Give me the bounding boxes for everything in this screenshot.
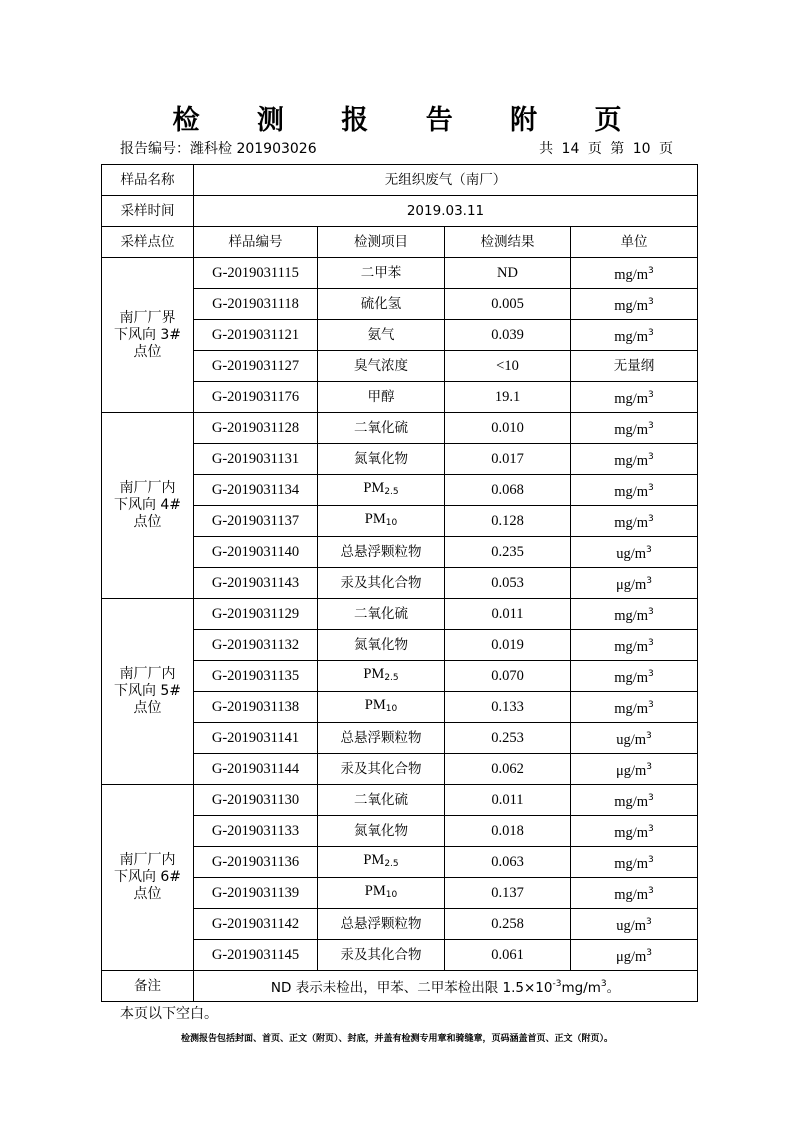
test-result: 0.253 <box>445 723 571 754</box>
sample-id: G-2019031115 <box>194 258 318 289</box>
test-item-subscript: 10 <box>385 517 398 528</box>
sampling-location-line: 下风向 4# <box>113 497 182 513</box>
remark-unit: mg/m <box>561 979 601 996</box>
result-unit-exponent: 3 <box>648 637 654 648</box>
test-item <box>318 909 445 940</box>
test-item <box>318 413 445 444</box>
test-item-name: 氮氧化物 <box>354 822 408 839</box>
test-result: 0.018 <box>445 816 571 847</box>
sampling-location-line: 南厂厂界 <box>119 309 176 326</box>
sampling-location-line: 下风向 5# <box>113 683 182 699</box>
test-item-name: 二氧化硫 <box>354 605 408 622</box>
result-unit-exponent: 3 <box>646 544 652 555</box>
result-unit <box>571 351 698 382</box>
test-result: ND <box>445 258 571 289</box>
result-unit-exponent: 3 <box>648 792 654 803</box>
result-unit-exponent: 3 <box>648 513 654 524</box>
result-unit-exponent: 3 <box>646 730 652 741</box>
test-result: 19.1 <box>445 382 571 413</box>
result-unit-text: ug/m <box>616 731 647 748</box>
sampling-location-line: 下风向 6# <box>113 869 182 885</box>
result-unit <box>571 878 698 909</box>
test-item-name: PM <box>363 665 385 682</box>
result-unit <box>571 444 698 475</box>
test-item-subscript: 2.5 <box>384 672 399 683</box>
result-unit-exponent: 3 <box>648 854 654 865</box>
result-unit-text: mg/m <box>614 297 649 314</box>
sample-id: G-2019031129 <box>194 599 318 630</box>
result-unit-text: mg/m <box>614 452 649 469</box>
sample-id: G-2019031144 <box>194 754 318 785</box>
sampling-location-line: 南厂厂内 <box>119 666 176 682</box>
sampling-time-value: 2019.03.11 <box>194 196 698 227</box>
test-item <box>318 785 445 816</box>
test-item-name: 汞及其化合物 <box>340 946 422 963</box>
test-result: 0.053 <box>445 568 571 599</box>
test-item-name: 总悬浮颗粒物 <box>340 729 422 746</box>
sample-id: G-2019031118 <box>194 289 318 320</box>
test-result: 0.137 <box>445 878 571 909</box>
test-item <box>318 878 445 909</box>
sampling-location <box>102 785 194 971</box>
result-unit-text: μg/m <box>615 576 647 593</box>
result-unit-text: mg/m <box>614 328 649 345</box>
result-unit-exponent: 3 <box>648 885 654 896</box>
sampling-location <box>102 413 194 599</box>
table-row <box>102 258 698 289</box>
result-unit-text: mg/m <box>614 483 649 500</box>
sample-id: G-2019031145 <box>194 940 318 971</box>
result-unit <box>571 568 698 599</box>
result-unit-exponent: 3 <box>648 296 654 307</box>
sample-name-value: 无组织废气（南厂） <box>194 165 698 196</box>
result-unit-text: mg/m <box>614 390 649 407</box>
result-unit-text: mg/m <box>614 824 649 841</box>
result-unit <box>571 506 698 537</box>
test-item-name: PM <box>363 479 385 496</box>
blank-note: 本页以下空白。 <box>120 1006 218 1022</box>
test-item <box>318 289 445 320</box>
result-unit-text: mg/m <box>614 514 649 531</box>
test-item <box>318 475 445 506</box>
result-unit-text: mg/m <box>614 793 649 810</box>
result-unit <box>571 537 698 568</box>
sample-name-row <box>102 165 698 196</box>
result-unit-text: μg/m <box>615 762 647 779</box>
result-unit <box>571 382 698 413</box>
result-unit-text: mg/m <box>614 638 649 655</box>
sampling-location-line: 点位 <box>133 343 162 360</box>
sample-id: G-2019031135 <box>194 661 318 692</box>
test-result: 0.061 <box>445 940 571 971</box>
test-item <box>318 847 445 878</box>
result-unit <box>571 847 698 878</box>
test-result: 0.068 <box>445 475 571 506</box>
test-item-name: PM <box>364 882 386 899</box>
test-result: 0.011 <box>445 785 571 816</box>
result-unit <box>571 816 698 847</box>
test-result: 0.133 <box>445 692 571 723</box>
result-unit <box>571 258 698 289</box>
sampling-time-label: 采样时间 <box>102 196 194 227</box>
col-header-sample-id: 样品编号 <box>194 227 318 258</box>
table-row <box>102 413 698 444</box>
result-unit-exponent: 3 <box>648 606 654 617</box>
sample-name-label: 样品名称 <box>102 165 194 196</box>
test-item <box>318 940 445 971</box>
test-item <box>318 351 445 382</box>
result-unit-exponent: 3 <box>646 916 652 927</box>
result-unit <box>571 723 698 754</box>
result-unit <box>571 754 698 785</box>
sample-id: G-2019031143 <box>194 568 318 599</box>
col-header-unit: 单位 <box>571 227 698 258</box>
sampling-location-line: 点位 <box>133 514 162 530</box>
sampling-location-line: 点位 <box>133 886 162 902</box>
test-item-subscript: 10 <box>385 889 398 900</box>
test-result: 0.128 <box>445 506 571 537</box>
result-unit-exponent: 3 <box>646 575 653 586</box>
test-item <box>318 723 445 754</box>
result-unit <box>571 413 698 444</box>
test-result: 0.062 <box>445 754 571 785</box>
sampling-location-line: 点位 <box>133 700 162 716</box>
sampling-location <box>102 599 194 785</box>
test-result: 0.010 <box>445 413 571 444</box>
remark-text-main: ND 表示未检出，甲苯、二甲苯检出限 1.5×10 <box>270 979 553 996</box>
result-unit-text: mg/m <box>614 669 649 686</box>
sample-id: G-2019031131 <box>194 444 318 475</box>
sample-id: G-2019031141 <box>194 723 318 754</box>
result-unit-exponent: 3 <box>648 699 654 710</box>
sampling-time-row <box>102 196 698 227</box>
test-item-name: 氨气 <box>367 326 395 343</box>
sample-id: G-2019031137 <box>194 506 318 537</box>
result-unit-exponent: 3 <box>646 947 653 958</box>
test-item-name: 总悬浮颗粒物 <box>340 543 422 560</box>
result-unit-text: 无量纲 <box>613 357 655 374</box>
test-item <box>318 382 445 413</box>
sampling-location-line: 下风向 3# <box>113 326 182 343</box>
test-item-name: 汞及其化合物 <box>340 760 422 777</box>
test-result: 0.258 <box>445 909 571 940</box>
result-unit <box>571 630 698 661</box>
test-item <box>318 320 445 351</box>
result-unit-text: mg/m <box>614 700 649 717</box>
test-item-subscript: 2.5 <box>384 858 399 869</box>
remark-unit-exponent: 3 <box>600 978 607 989</box>
test-item <box>318 754 445 785</box>
result-unit-exponent: 3 <box>648 389 654 400</box>
test-item <box>318 816 445 847</box>
test-item-subscript: 2.5 <box>384 486 399 497</box>
footer-note: 检测报告包括封面、首页、正文（附页）、封底，并盖有检测专用章和骑缝章，页码涵盖首页、正文（附页）。 <box>180 1034 613 1044</box>
result-unit <box>571 661 698 692</box>
sample-id: G-2019031142 <box>194 909 318 940</box>
test-item <box>318 599 445 630</box>
test-result: 0.017 <box>445 444 571 475</box>
test-result: 0.039 <box>445 320 571 351</box>
page-title: 检 测 报 告 附 页 <box>172 105 646 136</box>
test-item-name: PM <box>364 510 386 527</box>
result-unit <box>571 320 698 351</box>
sampling-location-line: 南厂厂内 <box>119 480 176 496</box>
test-item <box>318 692 445 723</box>
result-unit <box>571 940 698 971</box>
test-item-name: 氮氧化物 <box>354 636 408 653</box>
remark-label: 备注 <box>102 971 194 1002</box>
test-item <box>318 568 445 599</box>
sample-id: G-2019031176 <box>194 382 318 413</box>
test-item-name: 硫化氢 <box>360 295 402 312</box>
col-header-result: 检测结果 <box>445 227 571 258</box>
sample-id: G-2019031136 <box>194 847 318 878</box>
sample-id: G-2019031138 <box>194 692 318 723</box>
result-unit-exponent: 3 <box>648 327 654 338</box>
result-unit <box>571 289 698 320</box>
test-result: 0.235 <box>445 537 571 568</box>
test-result: 0.011 <box>445 599 571 630</box>
result-unit-exponent: 3 <box>646 761 653 772</box>
sample-id: G-2019031134 <box>194 475 318 506</box>
col-header-location: 采样点位 <box>102 227 194 258</box>
remark-row <box>102 971 698 1002</box>
test-item-name: 氮氧化物 <box>354 450 408 467</box>
sample-id: G-2019031127 <box>194 351 318 382</box>
result-unit-text: μg/m <box>615 948 647 965</box>
sample-id: G-2019031132 <box>194 630 318 661</box>
page-count: 共 14 页 第 10 页 <box>539 141 673 157</box>
test-item-name: PM <box>363 851 385 868</box>
test-item-name: 汞及其化合物 <box>340 574 422 591</box>
table-row <box>102 599 698 630</box>
result-unit-text: mg/m <box>614 855 649 872</box>
results-table <box>101 164 698 1002</box>
column-header-row <box>102 227 698 258</box>
remark-exponent: -3 <box>552 978 562 989</box>
test-item-name: 二氧化硫 <box>354 791 408 808</box>
test-item <box>318 258 445 289</box>
result-unit <box>571 909 698 940</box>
sampling-location <box>102 258 194 413</box>
result-unit-exponent: 3 <box>648 265 654 276</box>
report-number: 报告编号：潍科检 201903026 <box>120 141 317 157</box>
result-unit <box>571 475 698 506</box>
test-item <box>318 630 445 661</box>
result-unit-exponent: 3 <box>648 668 654 679</box>
result-unit <box>571 785 698 816</box>
result-unit-exponent: 3 <box>648 482 654 493</box>
result-unit-text: mg/m <box>614 607 649 624</box>
test-item-name: 二氧化硫 <box>354 419 408 436</box>
result-unit-exponent: 3 <box>648 823 654 834</box>
test-result: 0.005 <box>445 289 571 320</box>
sample-id: G-2019031133 <box>194 816 318 847</box>
result-unit-exponent: 3 <box>648 451 654 462</box>
test-item-name: 二甲苯 <box>360 264 402 281</box>
result-unit-text: mg/m <box>614 266 649 283</box>
test-item-name: 总悬浮颗粒物 <box>340 915 422 932</box>
test-item-subscript: 10 <box>385 703 398 714</box>
test-item <box>318 661 445 692</box>
test-result: 0.063 <box>445 847 571 878</box>
result-unit-text: mg/m <box>614 421 649 438</box>
test-result: 0.019 <box>445 630 571 661</box>
sample-id: G-2019031140 <box>194 537 318 568</box>
table-row <box>102 785 698 816</box>
sample-id: G-2019031130 <box>194 785 318 816</box>
result-unit-text: ug/m <box>616 545 647 562</box>
test-result: 0.070 <box>445 661 571 692</box>
test-result: <10 <box>445 351 571 382</box>
result-unit-text: mg/m <box>614 886 649 903</box>
remark-end: 。 <box>606 979 621 996</box>
col-header-item: 检测项目 <box>318 227 445 258</box>
test-item <box>318 537 445 568</box>
result-unit <box>571 599 698 630</box>
sample-id: G-2019031128 <box>194 413 318 444</box>
remark-text <box>194 971 698 1002</box>
test-item-name: 臭气浓度 <box>354 357 408 374</box>
test-item <box>318 444 445 475</box>
test-item-name: 甲醇 <box>367 388 395 405</box>
result-unit <box>571 692 698 723</box>
sampling-location-line: 南厂厂内 <box>119 852 176 868</box>
result-unit-text: ug/m <box>616 917 647 934</box>
test-item <box>318 506 445 537</box>
test-item-name: PM <box>364 696 386 713</box>
sample-id: G-2019031139 <box>194 878 318 909</box>
result-unit-exponent: 3 <box>648 420 654 431</box>
sample-id: G-2019031121 <box>194 320 318 351</box>
